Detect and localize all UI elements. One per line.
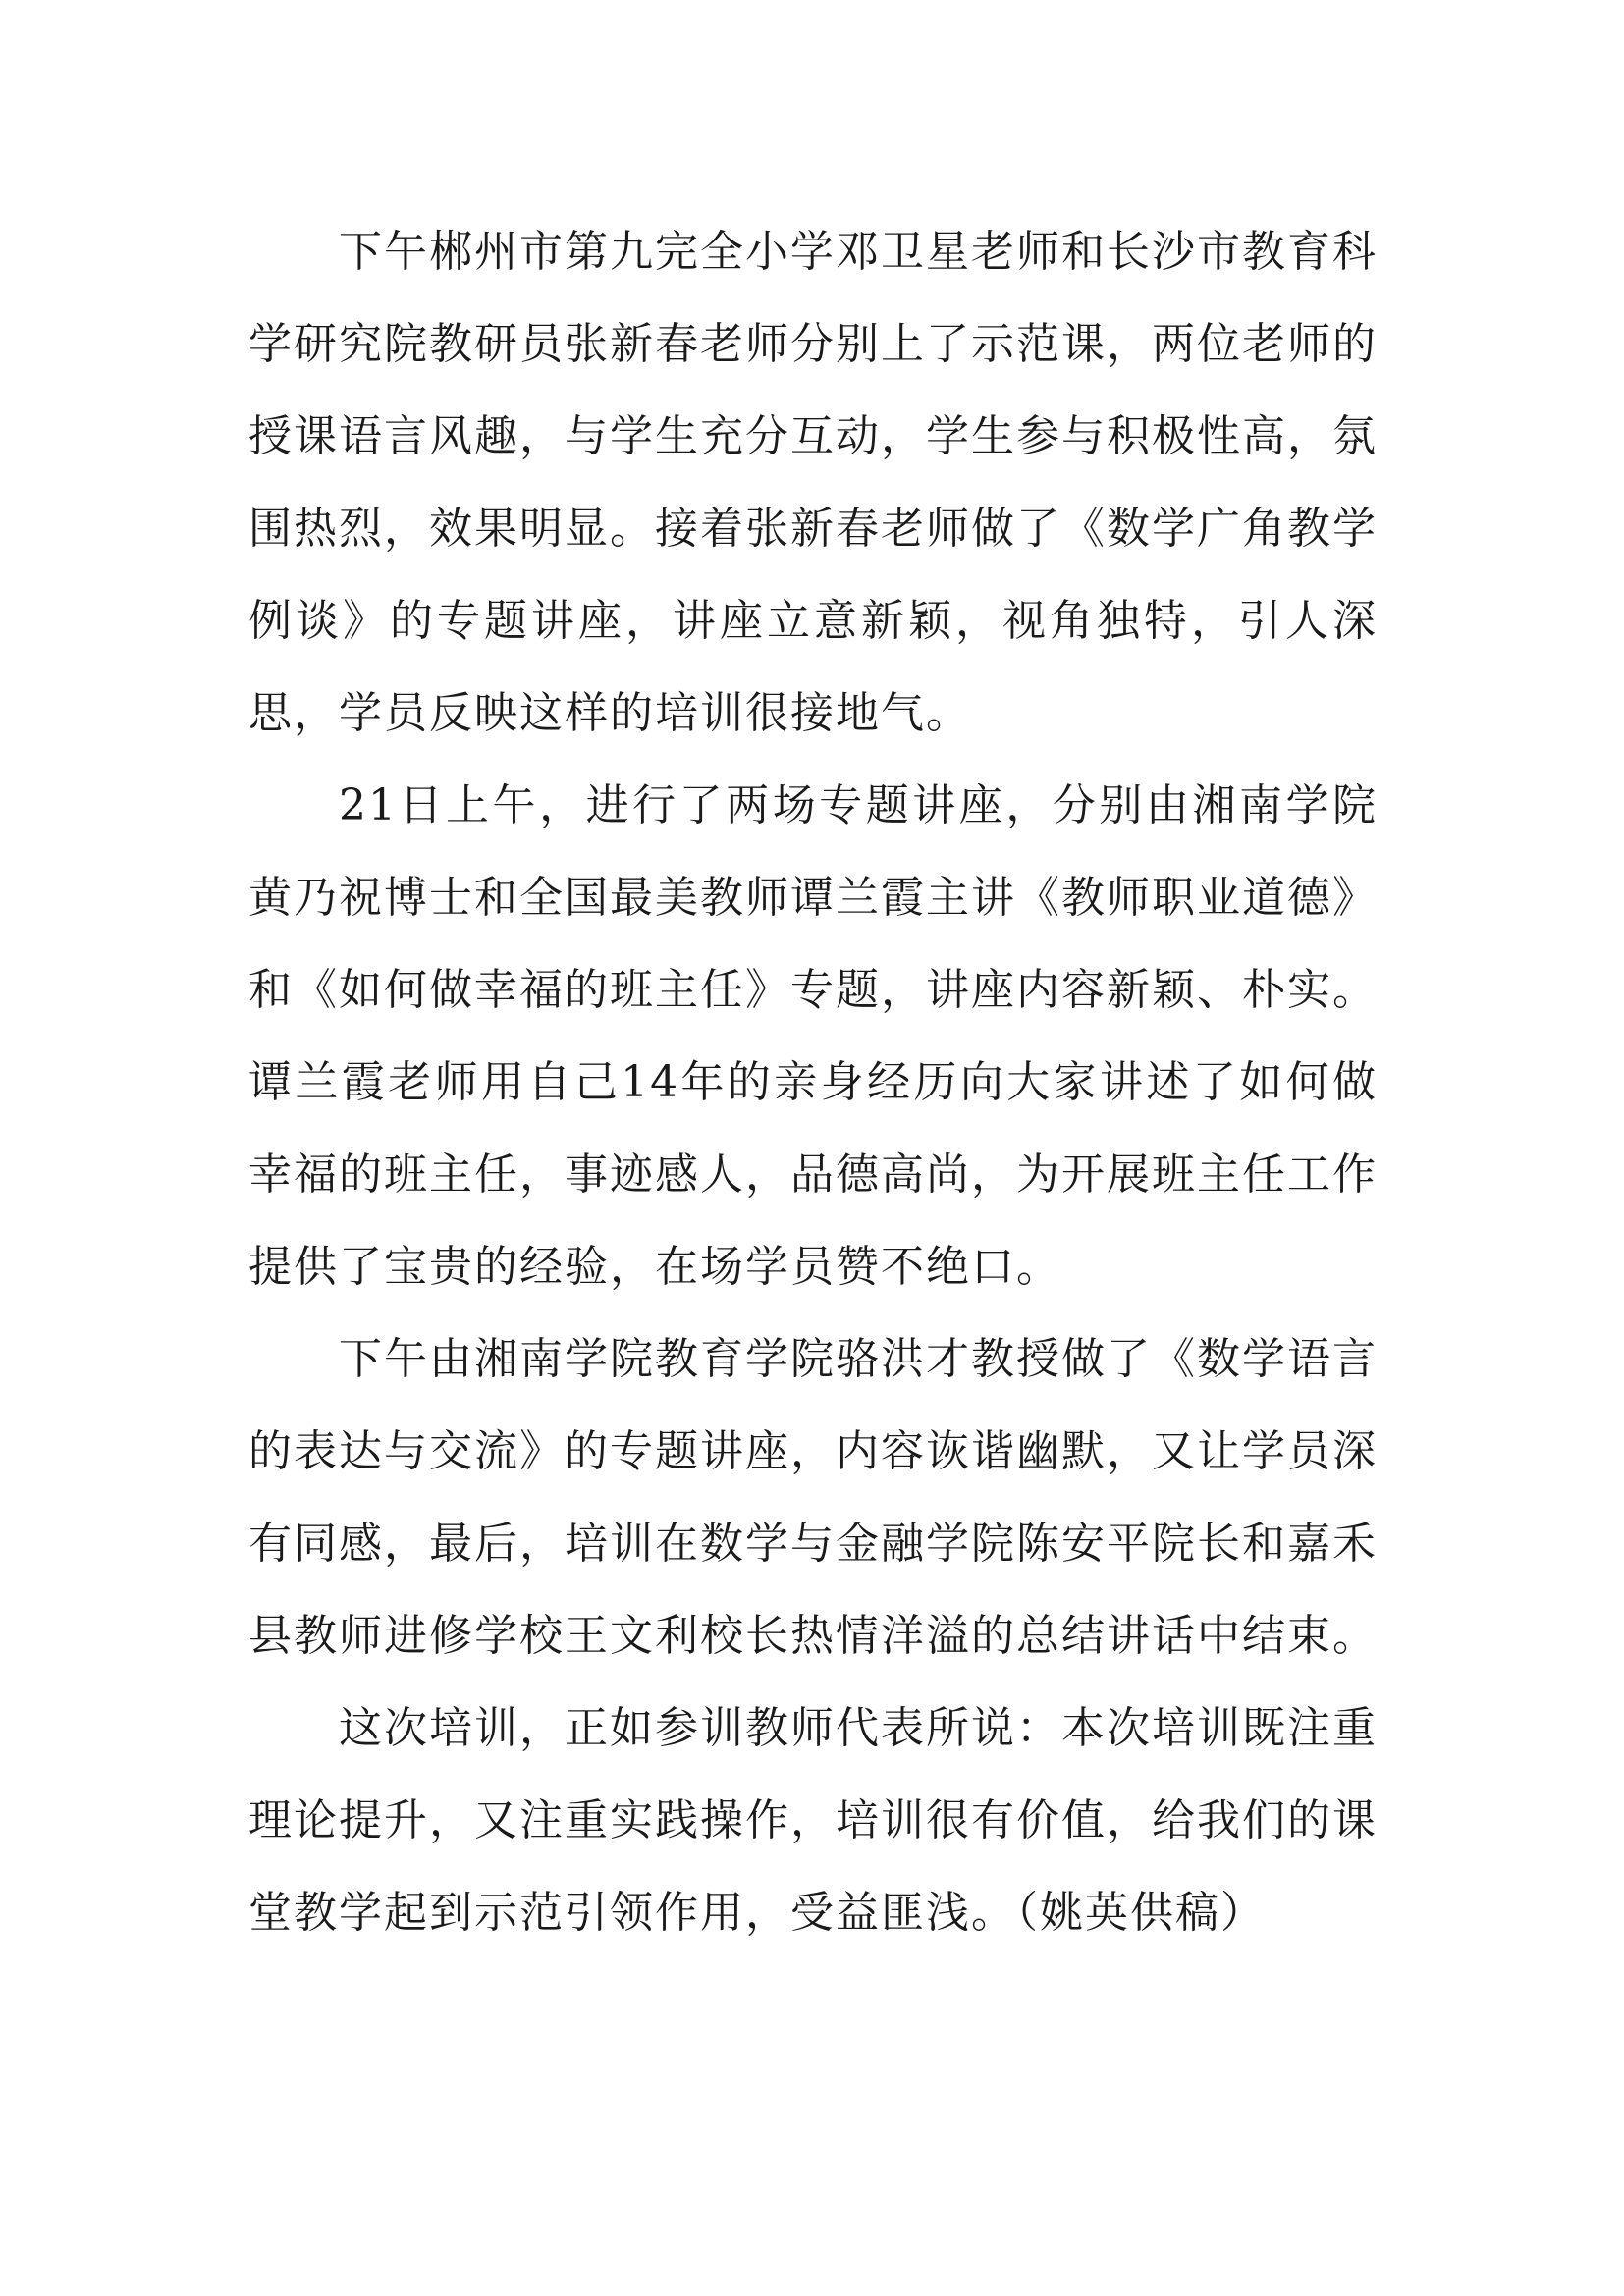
paragraph-conclusion: 这次培训，正如参训教师代表所说：本次培训既注重理论提升，又注重实践操作，培训很有价值，给我们的课堂教学起到示范引领作用，受益匪浅。（姚英供稿）: [248, 1703, 1378, 1938]
paragraph-afternoon-lecture: 下午由湘南学院教育学院骆洪才教授做了《数学语言的表达与交流》的专题讲座，内容诙谐幽默，又让学员深有同感，最后，培训在数学与金融学院陈安平院长和嘉禾县教师进修学校王文利校长热情洋溢的总结讲话中结束。: [248, 1334, 1378, 1661]
paragraph-demo-lessons: 下午郴州市第九完全小学邓卫星老师和长沙市教育科学研究院教研员张新春老师分别上了示范课，两位老师的授课语言风趣，与学生充分互动，学生参与积极性高，氛围热烈，效果明显。接着张新春老师做了《数学广角教学例谈》的专题讲座，讲座立意新颖，视角独特，引人深思，学员反映这样的培训很接地气。: [248, 227, 1378, 738]
article-body: [248, 206, 1378, 1959]
paragraph-morning-lectures: 21日上午，进行了两场专题讲座，分别由湘南学院黄乃祝博士和全国最美教师谭兰霞主讲《教师职业道德》和《如何做幸福的班主任》专题，讲座内容新颖、朴实。谭兰霞老师用自己14年的亲身经历向大家讲述了如何做幸福的班主任，事迹感人，品德高尚，为开展班主任工作提供了宝贵的经验，在场学员赞不绝口。: [248, 780, 1378, 1292]
